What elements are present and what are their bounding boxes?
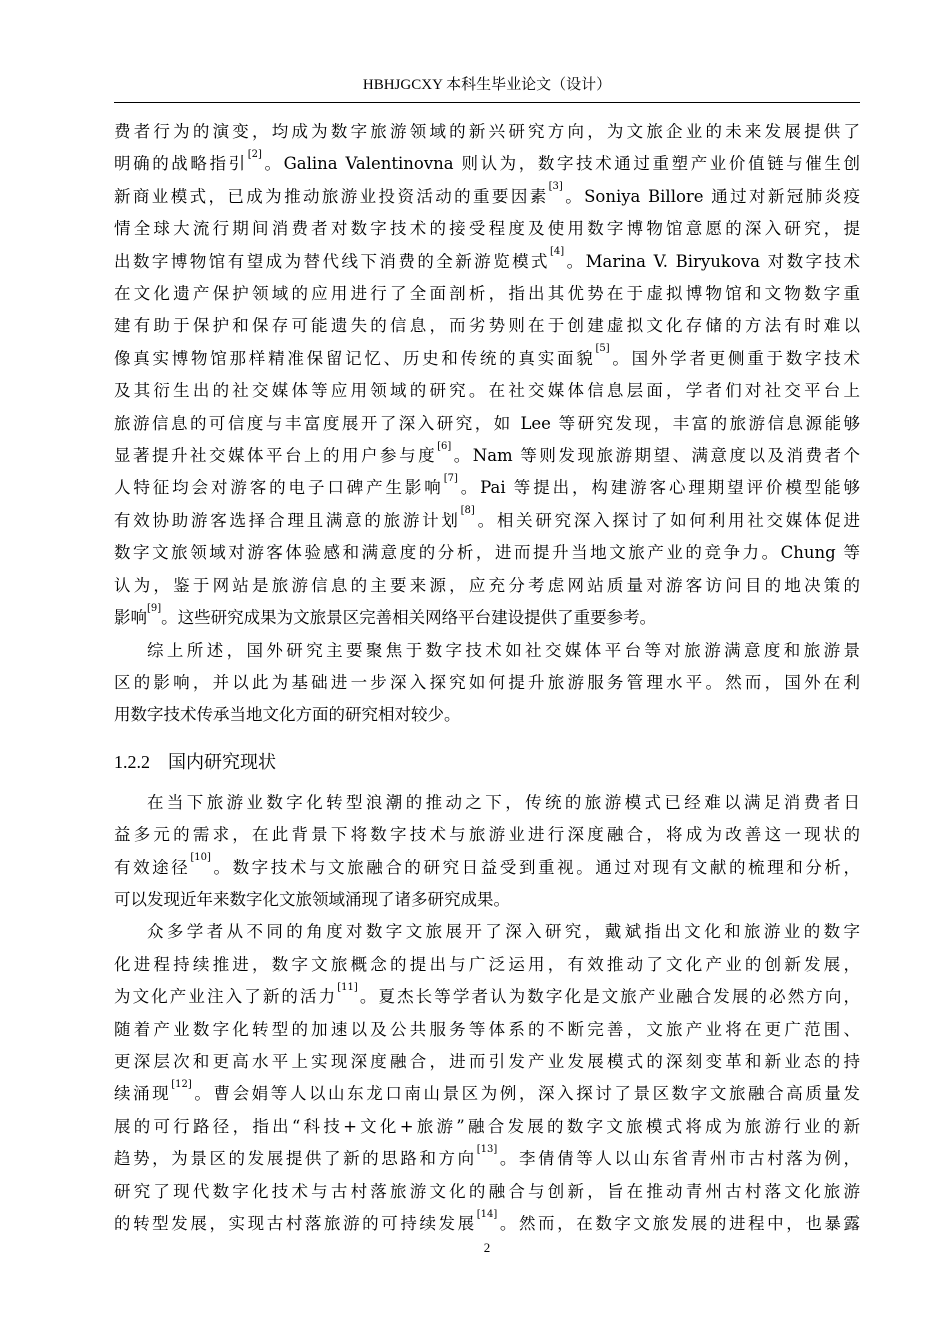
citation[interactable]: [5]	[595, 343, 610, 355]
text-line: 数字文旅领域对游客体验感和满意度的分析，进而提升当地文旅产业的竞争力。Chung 等	[114, 543, 860, 563]
page-number: 2	[483, 1240, 491, 1255]
text-line: 在当下旅游业数字化转型浪潮的推动之下，传统的旅游模式已经难以满足消费者日	[147, 792, 860, 812]
text-line: 在文化遗产保护领域的应用进行了全面剖析，指出其优势在于虚拟博物馆和文物数字重	[114, 284, 860, 304]
text-line: 用数字技术传承当地文化方面的研究相对较少。	[114, 705, 461, 725]
text-line: 综上所述，国外研究主要聚焦于数字技术如社交媒体平台等对旅游满意度和旅游景	[147, 640, 860, 660]
text-line: 续涌现[12]。曹会娟等人以山东龙口南山景区为例，深入探讨了景区数字文旅融合高质量发	[114, 1078, 861, 1104]
citation[interactable]: [10]	[190, 852, 211, 864]
text-line: 研究了现代数字化技术与古村落旅游文化的融合与创新，旨在推动青州古村落文化旅游	[114, 1181, 860, 1201]
page-body	[114, 116, 860, 1240]
text-line: 影响[9]。这些研究成果为文旅景区完善相关网络平台建设提供了重要参考。	[114, 602, 657, 628]
citation[interactable]: [11]	[337, 981, 358, 993]
text-line: 众多学者从不同的角度对数字文旅展开了深入研究，戴斌指出文化和旅游业的数字	[147, 922, 860, 942]
text-line: 明确的战略指引[2]。Galina Valentinovna 则认为，数字技术通过重塑产业价值链与催生创	[114, 148, 861, 174]
text-line: 的转型发展，实现古村落旅游的可持续发展[14]。然而，在数字文旅发展的进程中，也暴露	[114, 1208, 861, 1233]
text-line: 及其衍生出的社交媒体等应用领域的研究。在社交媒体信息层面，学者们对社交平台上	[114, 381, 860, 401]
paragraph-foreign-research	[114, 116, 860, 635]
text-line: 有效协助游客选择合理且满意的旅游计划[8]。相关研究深入探讨了如何利用社交媒体促进	[114, 505, 861, 530]
text-line: 益多元的需求，在此背景下将数字技术与旅游业进行深度融合，将成为改善这一现状的	[114, 825, 860, 845]
running-header: HBHJGCXY 本科生毕业论文（设计）	[362, 77, 612, 93]
text-line: 旅游信息的可信度与丰富度展开了深入研究，如 Lee 等研究发现，丰富的旅游信息源能够	[114, 413, 860, 433]
text-line: 费者行为的演变，均成为数字旅游领域的新兴研究方向，为文旅企业的未来发展提供了	[114, 122, 860, 141]
paragraph-domestic-intro	[114, 787, 860, 917]
paragraph-domestic-studies	[114, 916, 860, 1240]
citation[interactable]: [9]	[147, 602, 162, 614]
citation[interactable]: [14]	[476, 1208, 498, 1220]
text-line: 人特征均会对游客的电子口碑产生影响[7]。Pai 等提出，构建游客心理期望评价模型能够	[114, 472, 860, 498]
text-line: 认为，鉴于网站是旅游信息的主要来源，应充分考虑网站质量对游客访问目的地决策的	[114, 575, 860, 595]
text-line: 更深层次和更高水平上实现深度融合，进而引发产业发展模式的深刻变革和新业态的持	[114, 1051, 860, 1071]
text-line: 出数字博物馆有望成为替代线下消费的全新游览模式[4]。Marina V. Biryukova 对数字技术	[114, 246, 861, 271]
text-line: 显著提升社交媒体平台上的用户参与度[6]。Nam 等则发现旅游期望、满意度以及消费者个	[114, 440, 861, 466]
text-line: 有效途径[10]。数字技术与文旅融合的研究日益受到重视。通过对现有文献的梳理和分析，	[114, 852, 861, 877]
citation[interactable]: [13]	[476, 1143, 498, 1155]
text-line: 建有助于保护和保存可能遗失的信息，而劣势则在于创建虚拟文化存储的方法有时难以	[114, 316, 860, 336]
text-line: 随着产业数字化转型的加速以及公共服务等体系的不断完善，文旅产业将在更广范围、	[114, 1019, 860, 1039]
citation[interactable]: [8]	[460, 505, 475, 517]
citation[interactable]: [3]	[548, 181, 563, 193]
paragraph-foreign-summary	[114, 635, 860, 732]
text-line: 情全球大流行期间消费者对数字技术的接受程度及使用数字博物馆意愿的深入研究，提	[114, 219, 860, 239]
header-rule	[114, 102, 860, 103]
text-line: 区的影响，并以此为基础进一步深入探究如何提升旅游服务管理水平。然而，国外在利	[114, 672, 860, 692]
text-line: 为文化产业注入了新的活力[11]。夏杰长等学者认为数字化是文旅产业融合发展的必然方向，	[114, 981, 861, 1007]
citation[interactable]: [6]	[437, 440, 452, 452]
section-heading	[114, 746, 860, 779]
section-number: 1.2.2	[114, 751, 150, 772]
text-line: 化进程持续推进，数字文旅概念的提出与广泛运用，有效推动了文化产业的创新发展，	[114, 954, 860, 974]
text-line: 趋势，为景区的发展提供了新的思路和方向[13]。李倩倩等人以山东省青州市古村落为例，	[114, 1143, 861, 1169]
text-line: 新商业模式，已成为推动旅游业投资活动的重要因素[3]。Soniya Billore 通过对新冠肺炎疫	[114, 181, 860, 206]
text-line: 可以发现近年来数字化文旅领域涌现了诸多研究成果。	[114, 889, 510, 909]
citation[interactable]: [4]	[550, 246, 565, 258]
section-title: 国内研究现状	[168, 751, 276, 773]
citation[interactable]: [2]	[247, 148, 262, 160]
text-line: 像真实博物馆那样精准保留记忆、历史和传统的真实面貌[5]。国外学者更侧重于数字技术	[114, 343, 861, 368]
citation[interactable]: [12]	[171, 1078, 192, 1090]
citation[interactable]: [7]	[443, 472, 458, 484]
text-line: 展的可行路径，指出“科技+文化+旅游”融合发展的数字文旅模式将成为旅游行业的新	[114, 1116, 860, 1136]
